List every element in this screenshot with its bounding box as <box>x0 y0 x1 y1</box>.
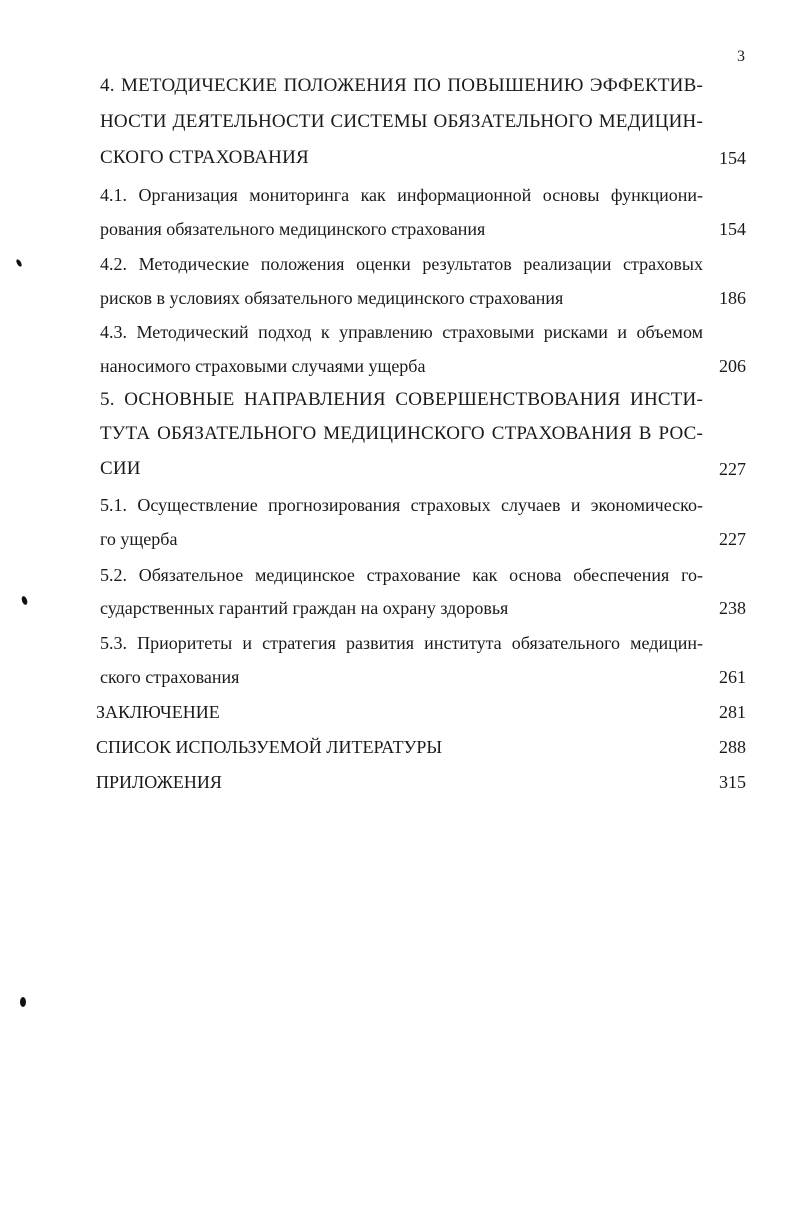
toc-page-number: 154 <box>719 148 746 168</box>
toc-page-number: 186 <box>719 288 746 308</box>
toc-entry-line: рисков в условиях обязательного медицинского страхования <box>100 288 564 308</box>
toc-page-number: 227 <box>719 459 746 479</box>
scan-speck <box>20 997 26 1007</box>
toc-entry-line: 4.2. Методические положения оценки результатов реализации страховых <box>100 254 703 274</box>
toc-page-number: 154 <box>719 219 746 239</box>
scan-speck <box>21 595 29 605</box>
toc-entry-line: сударственных гарантий граждан на охрану здоровья <box>100 598 509 618</box>
toc-page-number: 238 <box>719 598 746 618</box>
toc-entry-line: го ущерба <box>100 529 178 549</box>
toc-entry-line: 5. ОСНОВНЫЕ НАПРАВЛЕНИЯ СОВЕРШЕНСТВОВАНИЯ ИНСТИ- <box>100 389 703 410</box>
scan-speck <box>15 259 22 268</box>
toc-entry-line: 4.3. Методический подход к управлению страховыми рисками и объемом <box>100 322 703 342</box>
toc-page-number: 315 <box>719 772 746 792</box>
toc-entry-line: 5.3. Приоритеты и стратегия развития института обязательного медицин- <box>100 633 703 653</box>
toc-entry-line: 4. МЕТОДИЧЕСКИЕ ПОЛОЖЕНИЯ ПО ПОВЫШЕНИЮ ЭФФЕКТИВ- <box>100 75 703 96</box>
toc-entry-line: 4.1. Организация мониторинга как информационной основы функциони- <box>100 185 703 205</box>
toc-entry-line: ЗАКЛЮЧЕНИЕ <box>96 702 220 722</box>
toc-entry-line: ПРИЛОЖЕНИЯ <box>96 772 222 792</box>
page-number: 3 <box>737 48 745 65</box>
toc-entry-line: СПИСОК ИСПОЛЬЗУЕМОЙ ЛИТЕРАТУРЫ <box>96 737 443 757</box>
toc-page-number: 261 <box>719 667 746 687</box>
toc-page-number: 288 <box>719 737 746 757</box>
toc-page-number: 206 <box>719 356 746 376</box>
toc-entry-line: СИИ <box>100 458 141 479</box>
toc-entry-line: ТУТА ОБЯЗАТЕЛЬНОГО МЕДИЦИНСКОГО СТРАХОВАНИЯ В РОС- <box>100 423 703 444</box>
toc-page-number: 227 <box>719 529 746 549</box>
toc-entry-line: НОСТИ ДЕЯТЕЛЬНОСТИ СИСТЕМЫ ОБЯЗАТЕЛЬНОГО МЕДИЦИН- <box>100 111 703 132</box>
toc-entry-line: 5.1. Осуществление прогнозирования страховых случаев и экономическо- <box>100 495 703 515</box>
toc-entry-line: СКОГО СТРАХОВАНИЯ <box>100 147 309 168</box>
toc-entry-line: ского страхования <box>100 667 240 687</box>
toc-entry-line: рования обязательного медицинского страхования <box>100 219 486 239</box>
toc-entry-line: наносимого страховыми случаями ущерба <box>100 356 426 376</box>
toc-entry-line: 5.2. Обязательное медицинское страхование как основа обеспечения го- <box>100 565 703 585</box>
toc-page-number: 281 <box>719 702 746 722</box>
